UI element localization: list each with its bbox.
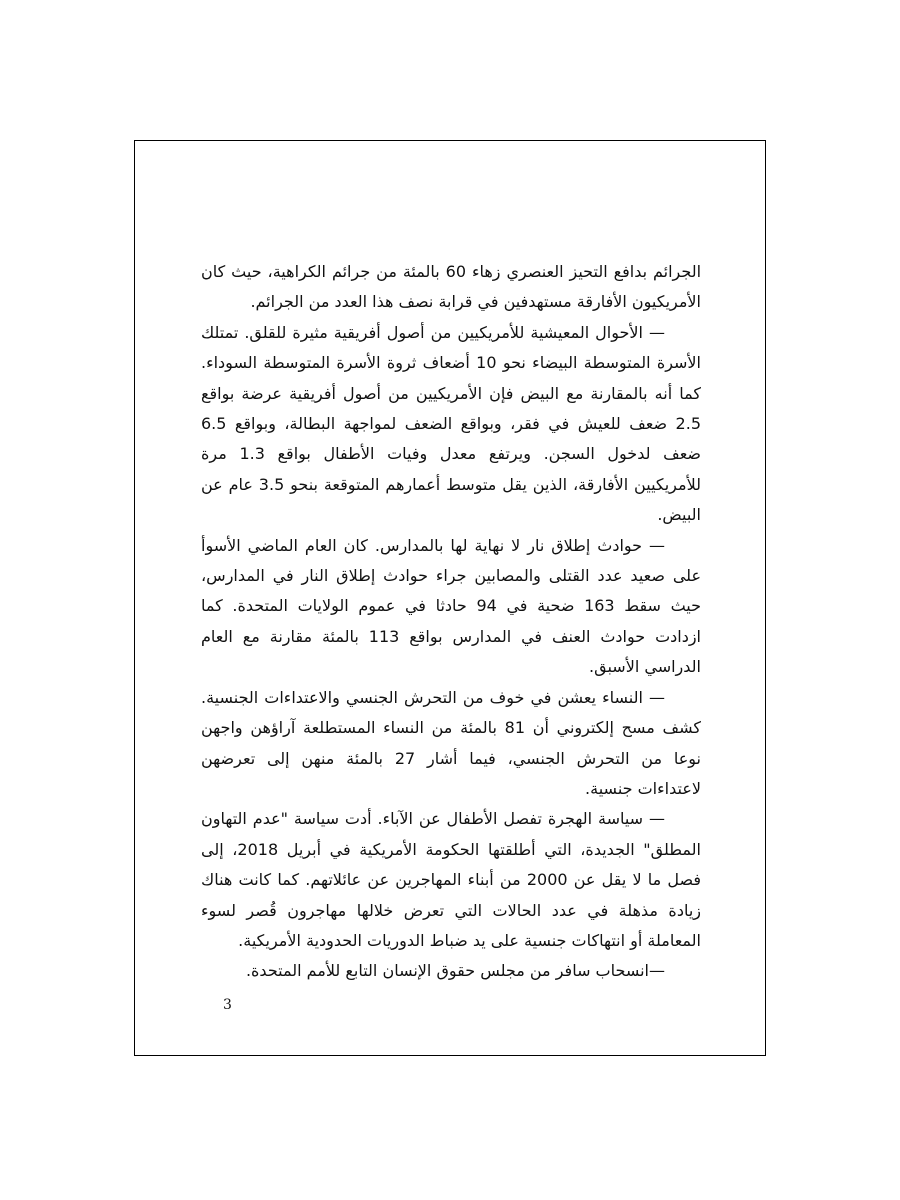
- paragraph-living-conditions: — الأحوال المعيشية للأمريكيين من أصول أفريقية مثيرة للقلق. تمتلك الأسرة المتوسطة البيضاء نحو 10 أضعاف ثروة الأسرة المتوسطة السوداء. كما أنه بالمقارنة مع البيض فإن الأمريكيين من أصول أفريقية عرضة بواقع 2.5 ضعف للعيش في فقر، وبواقع الضعف لمواجهة البطالة، وبواقع 6.5 ضعف لدخول السجن. ويرتفع معدل وفيات الأطفال بواقع 1.3 مرة للأمريكيين الأفارقة، الذين يقل متوسط أعمارهم المتوقعة بنحو 3.5 عام عن البيض.: [201, 322, 702, 525]
- paragraph-school-shootings: — حوادث إطلاق نار لا نهاية لها بالمدارس. كان العام الماضي الأسوأ على صعيد عدد القتلى والمصابين جراء حوادث إطلاق النار في المدارس، حيث سقط 163 ضحية في 94 حادثا في عموم الولايات المتحدة. كما ازدادت حوادث العنف في المدارس بواقع 113 بالمئة مقارنة مع العام الدراسي الأسبق.: [201, 535, 702, 677]
- paragraph-hate-crimes: الجرائم بدافع التحيز العنصري زهاء 60 بالمئة من جرائم الكراهية، حيث كان الأمريكيون الأفارقة مستهدفين في قرابة نصف هذا العدد من الجرائم.: [201, 262, 702, 312]
- paragraph-immigration-policy: — سياسة الهجرة تفصل الأطفال عن الآباء. أدت سياسة "عدم التهاون المطلق" الجديدة، التي أطلقتها الحكومة الأمريكية في أبريل 2018، إلى فصل ما لا يقل عن 2000 من أبناء المهاجرين عن عائلاتهم. كما كانت هناك زيادة مذهلة في عدد الحالات التي تعرض خلالها مهاجرون قُصر لسوء المعاملة أو انتهاكات جنسية على يد ضباط الدوريات الحدودية الأمريكية.: [201, 809, 702, 950]
- body-text: [201, 257, 701, 987]
- page-number: 3: [223, 997, 232, 1013]
- document-page: [134, 140, 766, 1056]
- paragraph-un-withdrawal: —انسحاب سافر من مجلس حقوق الإنسان التابع للأمم المتحدة.: [245, 961, 665, 981]
- paragraph-sexual-harassment: — النساء يعشن في خوف من التحرش الجنسي والاعتداءات الجنسية. كشف مسح إلكتروني أن 81 بالمئة من النساء المستطلعة آراؤهن واجهن نوعا من التحرش الجنسي، فيما أشار 27 بالمئة منهن إلى تعرضهن لاعتداءات جنسية.: [201, 687, 702, 798]
